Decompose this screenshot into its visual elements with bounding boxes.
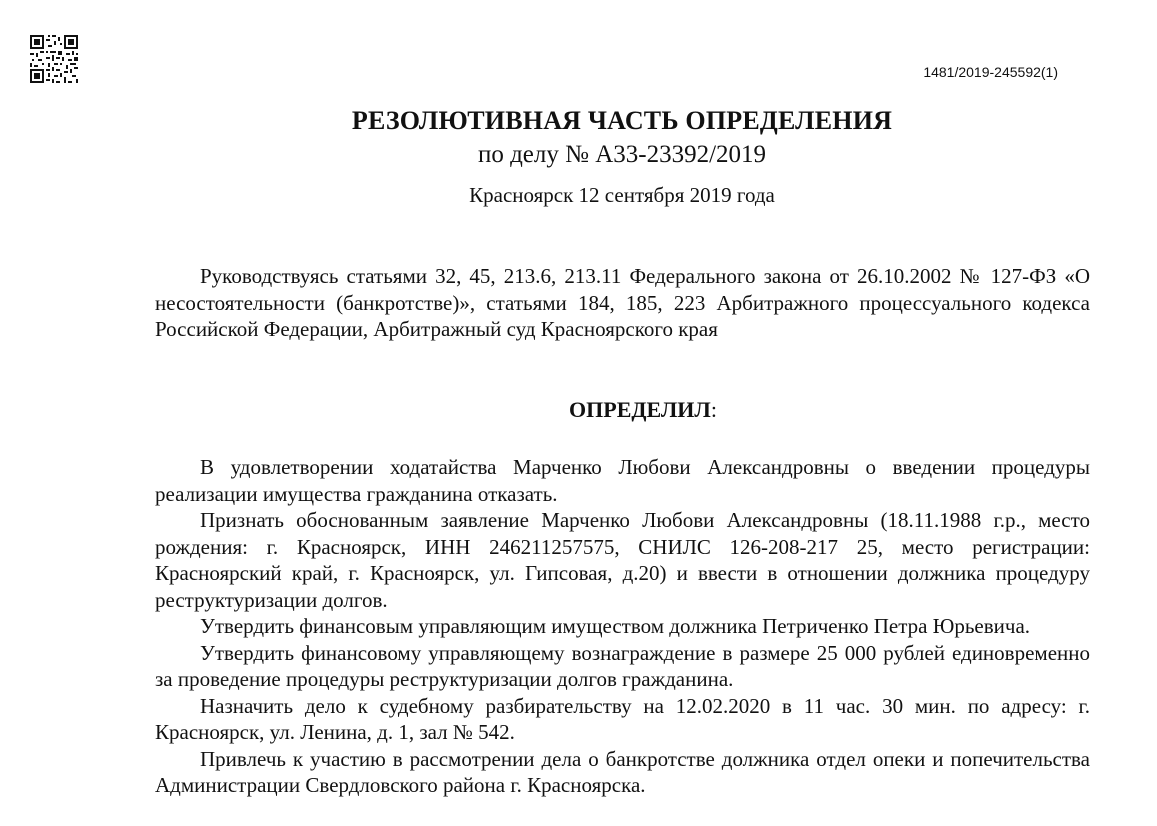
resolution-paragraph: Утвердить финансовым управляющим имуществом должника Петриченко Петра Юрьевича. xyxy=(200,614,1031,638)
qr-code-icon xyxy=(28,33,80,85)
resolution-paragraph: В удовлетворении ходатайства Марченко Любови Александровны о введении процедуры реализации имущества гражданина отказать. xyxy=(155,455,1090,506)
ruling-punct: : xyxy=(710,397,717,422)
document-id: 1481/2019-245592(1) xyxy=(923,64,1058,80)
resolution-paragraph: Признать обоснованным заявление Марченко Любови Александровны (18.11.1988 г.р., место рождения: г. Красноярск, ИНН 246211257575, СНИЛС 126-208-217 25, место регистрации: Красноярский край, г. Красноярск, ул. Гипсовая, д.20) и ввести в отношении должника процедуру реструктуризации долгов. xyxy=(155,508,1090,612)
document-title: РЕЗОЛЮТИВНАЯ ЧАСТЬ ОПРЕДЕЛЕНИЯ xyxy=(351,106,893,135)
city-date: Красноярск 12 сентября 2019 года xyxy=(469,183,775,207)
ruling-heading xyxy=(0,397,1157,423)
case-number: по делу № А33-23392/2019 xyxy=(477,141,767,168)
intro-text: Руководствуясь статьями 32, 45, 213.6, 213.11 Федерального закона от 26.10.2002 № 127-ФЗ «О несостоятельности (банкротстве)», статьями 184, 185, 223 Арбитражного процессуального кодекса Российской Федерации, Арбитражный суд Красноярского края xyxy=(155,264,1090,341)
ruling-word: ОПРЕДЕЛИЛ xyxy=(569,397,711,422)
resolution-paragraph: Привлечь к участию в рассмотрении дела о банкротстве должника отдел опеки и попечительства Администрации Свердловского района г. Красноярска. xyxy=(155,746,1090,797)
resolution-paragraph: Назначить дело к судебному разбирательству на 12.02.2020 в 11 час. 30 мин. по адресу: г. Красноярск, ул. Ленина, д. 1, зал № 542. xyxy=(155,693,1090,744)
resolution-list xyxy=(155,454,1090,799)
intro-paragraph xyxy=(155,263,1090,343)
resolution-paragraph: Утвердить финансовому управляющему вознаграждение в размере 25 000 рублей единовременно за проведение процедуры реструктуризации долгов гражданина. xyxy=(155,640,1090,691)
